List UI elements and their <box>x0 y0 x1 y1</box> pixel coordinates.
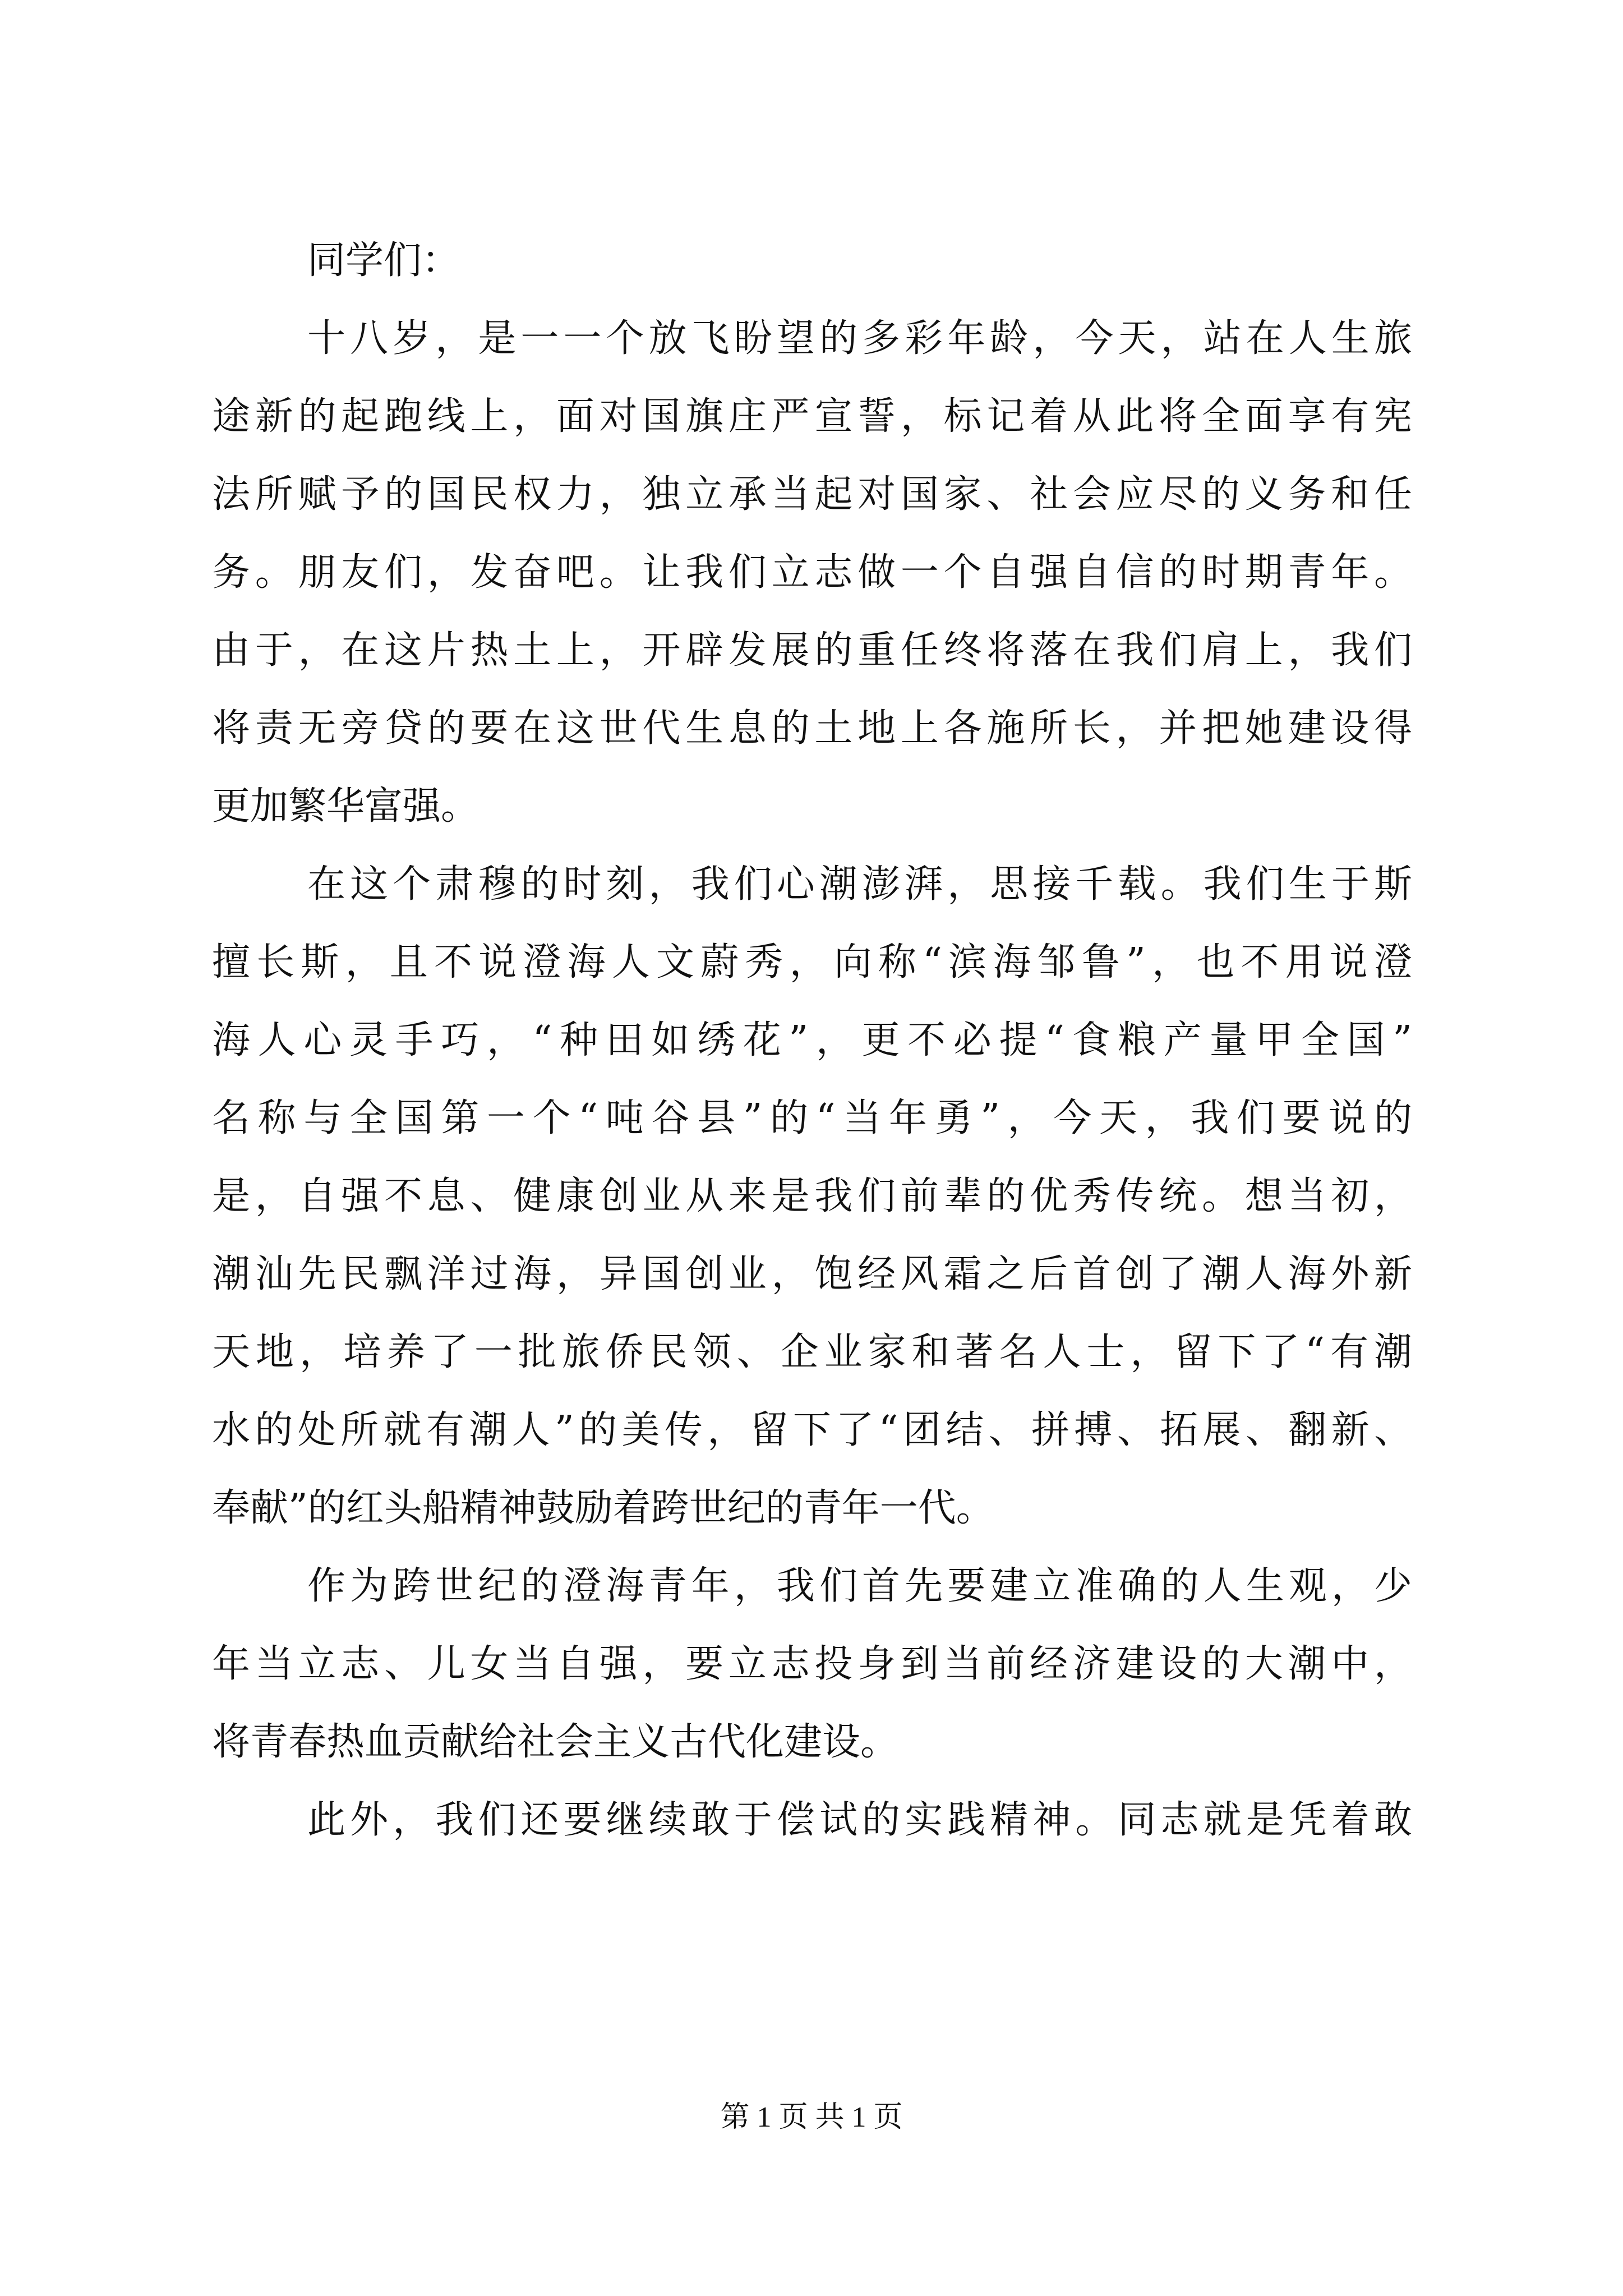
text-line: 途新的起跑线上，面对国旗庄严宣誓，标记着从此将全面享有宪 <box>212 394 1412 439</box>
text-line: 在这个肃穆的时刻，我们心潮澎湃，思接千载。我们生于斯 <box>307 862 1412 907</box>
text-line: 法所赋予的国民权力，独立承当起对国家、社会应尽的义务和任 <box>212 472 1412 517</box>
text-line: 此外，我们还要继续敢于偿试的实践精神。同志就是凭着敢 <box>307 1798 1412 1842</box>
text-line: 是，自强不息、健康创业从来是我们前辈的优秀传统。想当初， <box>212 1174 1412 1218</box>
text-line: 将青春热血贡献给社会主义古代化建设。 <box>212 1720 899 1764</box>
text-line: 海人心灵手巧，“种田如绣花”，更不必提“食粮产量甲全国” <box>212 1018 1412 1062</box>
text-line: 水的处所就有潮人”的美传，留下了“团结、拼搏、拓展、翻新、 <box>212 1408 1412 1452</box>
text-line: 更加繁华富强。 <box>212 784 479 829</box>
text-line: 十八岁，是一一个放飞盼望的多彩年龄，今天，站在人生旅 <box>307 316 1412 361</box>
text-line: 名称与全国第一个“吨谷县”的“当年勇”，今天，我们要说的 <box>212 1096 1412 1140</box>
text-line: 将责无旁贷的要在这世代生息的土地上各施所长，并把她建设得 <box>212 706 1412 751</box>
page-number-footer: 第 1 页 共 1 页 <box>720 2101 903 2133</box>
salutation-line: 同学们： <box>307 238 460 283</box>
text-line: 年当立志、儿女当自强，要立志投身到当前经济建设的大潮中， <box>212 1642 1412 1686</box>
text-line: 奉献”的红头船精神鼓励着跨世纪的青年一代。 <box>212 1486 994 1530</box>
text-line: 作为跨世纪的澄海青年，我们首先要建立准确的人生观，少 <box>307 1564 1412 1608</box>
text-line: 天地，培养了一批旅侨民领、企业家和著名人士，留下了“有潮 <box>212 1330 1412 1374</box>
document-body <box>212 222 1412 1859</box>
text-line: 务。朋友们，发奋吧。让我们立志做一个自强自信的时期青年。 <box>212 550 1412 595</box>
text-line: 由于，在这片热土上，开辟发展的重任终将落在我们肩上，我们 <box>212 628 1412 673</box>
text-line: 擅长斯，且不说澄海人文蔚秀，向称“滨海邹鲁”，也不用说澄 <box>212 940 1412 984</box>
text-line: 潮汕先民飘洋过海，异国创业，饱经风霜之后首创了潮人海外新 <box>212 1252 1412 1296</box>
